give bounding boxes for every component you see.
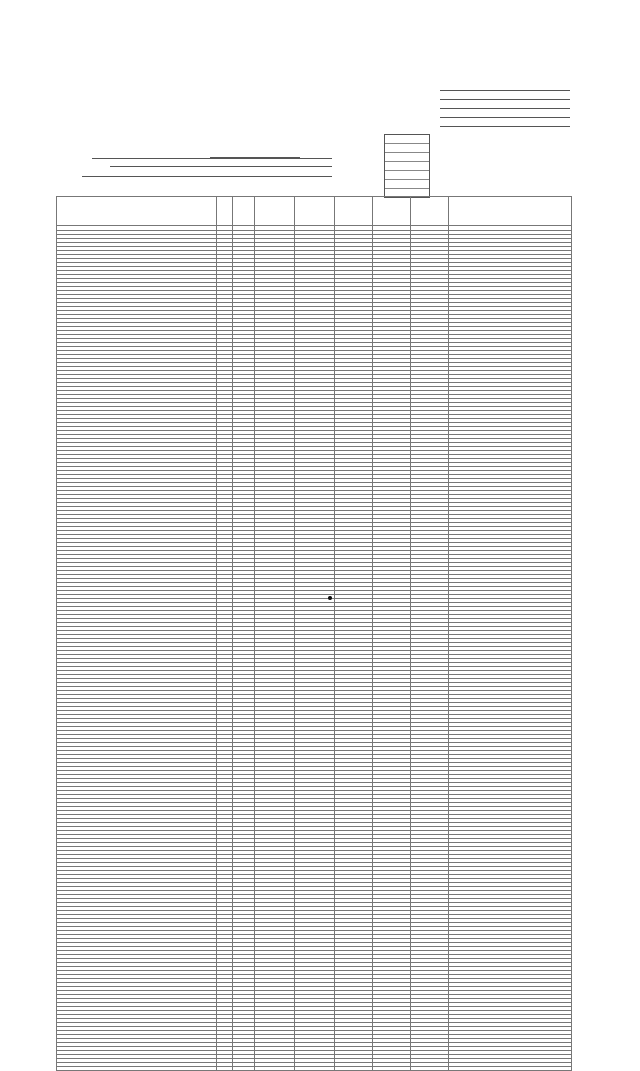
table-cell (217, 1067, 233, 1071)
signature-line (440, 90, 570, 91)
signature-line (440, 126, 570, 127)
column-header (255, 197, 295, 226)
column-header (217, 197, 233, 226)
codes-cell (385, 180, 429, 189)
column-header (335, 197, 373, 226)
financial-table-wrap (56, 196, 571, 1071)
financial-table (56, 196, 572, 1071)
header-field-line (92, 158, 332, 159)
signature-line (440, 117, 570, 118)
codes-cell (385, 153, 429, 162)
codes-cell (385, 144, 429, 153)
column-header (373, 197, 411, 226)
ink-dot-mark (328, 596, 332, 600)
table-cell (57, 1067, 217, 1071)
table-cell (411, 1067, 449, 1071)
signature-line (440, 99, 570, 100)
table-row (57, 1067, 572, 1071)
table-cell (373, 1067, 411, 1071)
column-header (295, 197, 335, 226)
codes-cell (385, 171, 429, 180)
table-cell (255, 1067, 295, 1071)
table-cell (233, 1067, 255, 1071)
table-cell (449, 1067, 572, 1071)
codes-cell (385, 162, 429, 171)
header-field-line (82, 176, 332, 177)
header-field-line (110, 166, 332, 167)
table-body (57, 231, 572, 1071)
column-header (57, 197, 217, 226)
column-header (449, 197, 572, 226)
table-header-row (57, 197, 572, 226)
table-cell (335, 1067, 373, 1071)
column-header (411, 197, 449, 226)
codes-box (384, 134, 430, 198)
column-header (233, 197, 255, 226)
signature-line (440, 108, 570, 109)
table-cell (295, 1067, 335, 1071)
codes-header (385, 135, 429, 144)
